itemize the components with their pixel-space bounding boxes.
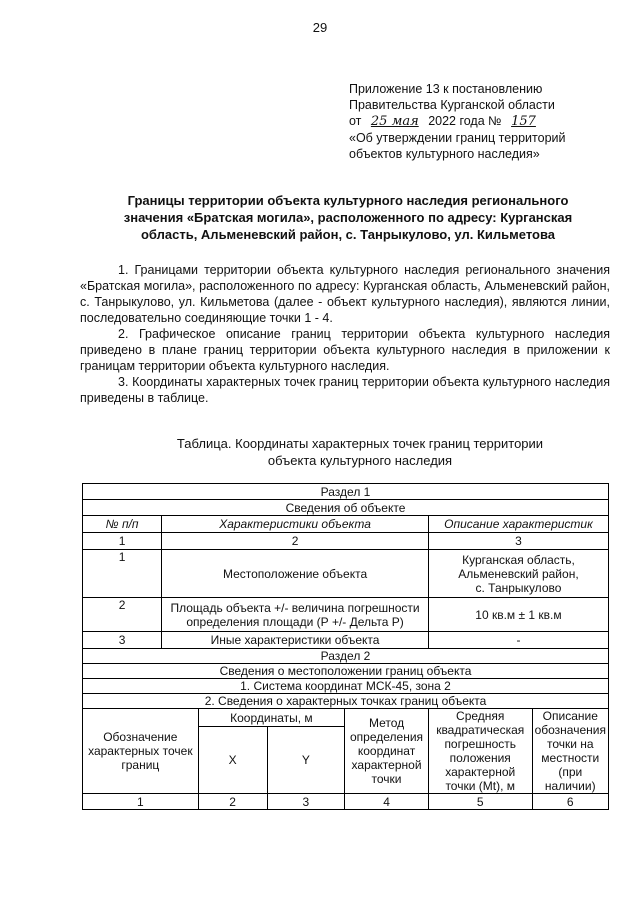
col-number-6: 6: [532, 794, 608, 810]
title-line-3: область, Альменевский район, с. Танрыкулово, ул. Кильметова: [140, 227, 556, 242]
col-header-x: X: [198, 727, 267, 794]
col-index-3: 3: [428, 533, 608, 550]
handwritten-date: 25 мая: [370, 114, 419, 129]
title-line-2: значения «Братская могила», расположенного по адресу: Курганская: [123, 210, 573, 225]
row-3-name: Иные характеристики объекта: [162, 632, 429, 649]
number-label: №: [488, 114, 502, 128]
col-header-method: Метод определения координат характерной точки: [345, 709, 429, 794]
col-index-2: 2: [162, 533, 429, 550]
date-prefix: от: [349, 114, 362, 128]
page-number: 29: [312, 20, 328, 35]
appendix-line-1: Приложение 13 к постановлению: [349, 82, 543, 96]
row-2-value: 10 кв.м ± 1 кв.м: [428, 598, 608, 632]
row-1-number: 1: [83, 550, 162, 598]
col-header-number: № п/п: [83, 516, 162, 533]
body-text: [80, 262, 610, 406]
paragraph-3: 3. Координаты характерных точек границ территории объекта культурного наследия приведены в таблице.: [80, 375, 610, 405]
appendix-line-5: объектов культурного наследия»: [349, 147, 540, 161]
col-number-4: 4: [345, 794, 429, 810]
location-info-header: Сведения о местоположении границ объекта: [83, 664, 609, 679]
col-header-coordinates: Координаты, м: [198, 709, 344, 727]
col-index-1: 1: [83, 533, 162, 550]
appendix-line-2: Правительства Курганской области: [349, 98, 555, 112]
col-number-2: 2: [198, 794, 267, 810]
col-header-location-description: Описание обозначения точки на местности (при наличии): [532, 709, 608, 794]
col-header-accuracy: Средняя квадратическая погрешность положения характерной точки (Mt), м: [428, 709, 532, 794]
col-header-description: Описание характеристик: [428, 516, 608, 533]
appendix-header: [349, 81, 609, 162]
col-header-y: Y: [267, 727, 345, 794]
title-line-1: Границы территории объекта культурного наследия регионального: [127, 193, 569, 208]
section-1-header: Раздел 1: [83, 484, 609, 500]
row-1-desc-line-3: с. Танрыкулово: [475, 580, 562, 595]
col-header-characteristics: Характеристики объекта: [162, 516, 429, 533]
row-2-name-line-1: Площадь объекта +/- величина погрешности: [170, 600, 420, 615]
handwritten-number: 157: [511, 114, 536, 129]
row-1-description: [428, 550, 608, 598]
document-title: [80, 192, 616, 243]
row-2-name: [162, 598, 429, 632]
table-caption: [120, 435, 600, 469]
row-2-name-line-2: определения площади (Р +/- Дельта Р): [186, 614, 404, 629]
row-3-number: 3: [83, 632, 162, 649]
coordinates-table: [82, 483, 609, 810]
row-1-desc-line-2: Альменевский район,: [458, 566, 579, 581]
row-1-name: Местоположение объекта: [162, 550, 429, 598]
paragraph-2: 2. Графическое описание границ территории объекта культурного наследия приведено в плане границ территории объекта культурного наследия в приложении к границам территории объекта культурного наследия.: [80, 327, 610, 373]
date-year: 2022 года: [428, 114, 485, 128]
row-2-number: 2: [83, 598, 162, 632]
col-number-5: 5: [428, 794, 532, 810]
appendix-line-4: «Об утверждении границ территорий: [349, 131, 566, 145]
col-number-1: 1: [83, 794, 199, 810]
appendix-line-3: [349, 113, 609, 130]
coord-system-header: 1. Система координат МСК-45, зона 2: [83, 679, 609, 694]
row-3-value: -: [428, 632, 608, 649]
points-info-header: 2. Сведения о характерных точках границ объекта: [83, 694, 609, 709]
table-caption-line-2: объекта культурного наследия: [267, 453, 453, 468]
col-header-designation: Обозначение характерных точек границ: [83, 709, 199, 794]
col-number-3: 3: [267, 794, 345, 810]
paragraph-1: 1. Границами территории объекта культурного наследия регионального значения «Братская могила», расположенного по адресу: Курганская область, Альменевский район, с. Танрыкулово, ул. Кильметова (далее - объект культурного наследия), являются линии, последовательно соединяющие точки 1 - 4.: [80, 263, 610, 325]
object-info-header: Сведения об объекте: [83, 500, 609, 516]
table-caption-line-1: Таблица. Координаты характерных точек границ территории: [176, 436, 544, 451]
section-2-header: Раздел 2: [83, 649, 609, 664]
row-1-desc-line-1: Курганская область,: [462, 552, 575, 567]
